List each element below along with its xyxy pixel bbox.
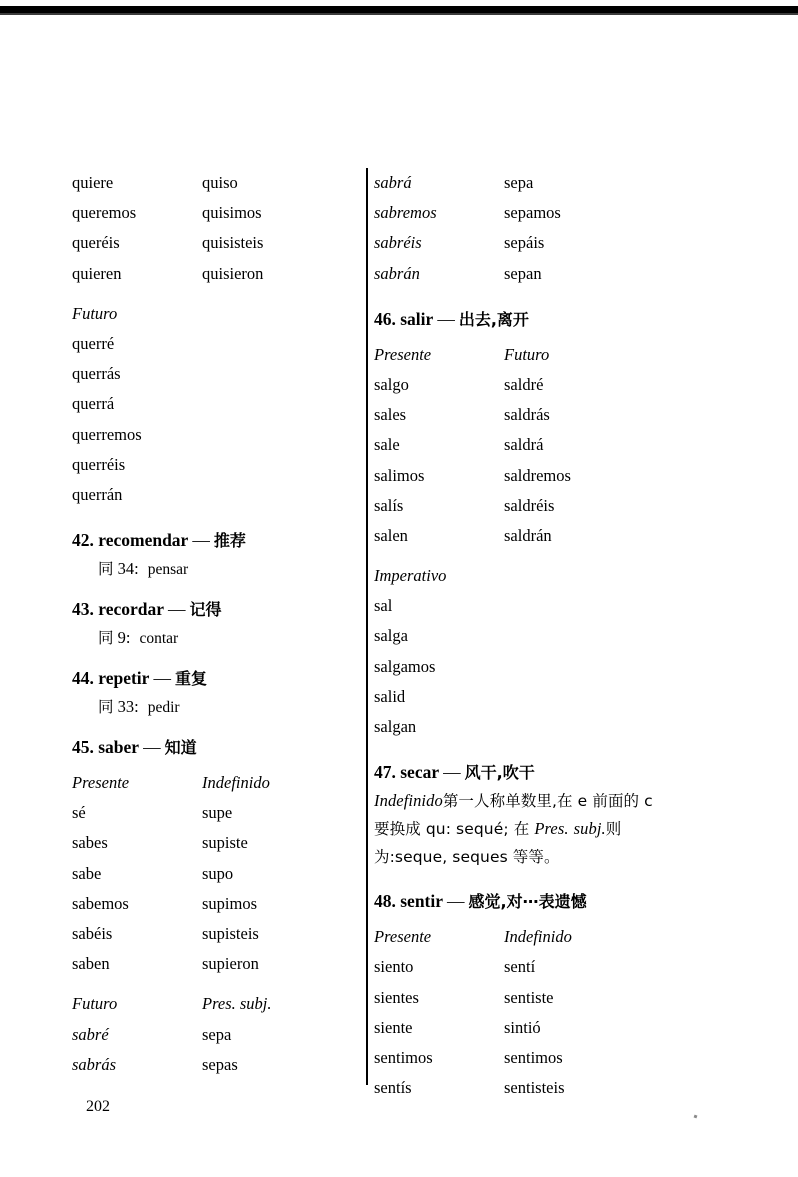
form-indefinido: supe: [202, 803, 233, 823]
form-presente: salgo: [374, 374, 409, 394]
form-presente: sientes: [374, 987, 419, 1007]
tense-label-presente: Presente: [72, 773, 130, 793]
conjugation-row: [72, 228, 362, 258]
xref-verb: pedir: [147, 699, 180, 717]
entry-dash: —: [168, 599, 186, 620]
right-column: [374, 168, 664, 1103]
conjugation-row: [72, 1020, 362, 1050]
form-indefinido: quiso: [202, 173, 238, 192]
tense-header-row: [72, 768, 362, 798]
form-futuro: saldrán: [504, 525, 552, 545]
entry-verb: recordar: [98, 599, 165, 620]
conjugation-row: [72, 859, 362, 889]
form-presente: sale: [374, 435, 400, 455]
form-futuro: saldréis: [504, 495, 555, 515]
form-indefinido: supimos: [202, 893, 258, 913]
entry-gloss: 推荐: [213, 531, 246, 551]
conjugation-row: [72, 198, 362, 228]
xref-number: 34:: [117, 559, 139, 579]
conjugation-row: [72, 329, 362, 359]
form-futuro: querré: [72, 333, 115, 353]
tense-label-indefinido: Indefinido: [504, 927, 572, 947]
sentir-presente-indefinido-table: [374, 922, 664, 1103]
form-presente: sentimos: [374, 1047, 433, 1067]
entry-verb: sentir: [400, 891, 444, 912]
conjugation-row: [72, 889, 362, 919]
xref-number: 9:: [117, 628, 131, 648]
tense-header-row: [374, 922, 664, 952]
form-futuro: saldré: [504, 374, 544, 394]
tense-header-row: [374, 561, 664, 591]
conjugation-row: [72, 828, 362, 858]
entry-gloss: 出去,离开: [458, 309, 529, 329]
note-text-line2: 面的 c 要换成 qu: sequé; 在: [374, 792, 653, 839]
entry-verb: secar: [400, 762, 440, 783]
entry-heading-salir: [374, 307, 664, 330]
form-presente: sabe: [72, 863, 102, 883]
xref-verb: pensar: [147, 561, 189, 579]
form-futuro: sabrá: [374, 173, 412, 192]
entry-number: 44.: [72, 668, 94, 689]
entry-dash: —: [437, 308, 455, 329]
form-pres-subj: sepáis: [504, 233, 545, 253]
entry-verb: repetir: [98, 668, 150, 689]
conjugation-row: [72, 168, 362, 198]
tense-label-futuro: Futuro: [72, 994, 118, 1014]
tense-header-row: [72, 989, 362, 1019]
conjugation-row: [374, 168, 664, 198]
entry-number: 47.: [374, 762, 396, 783]
conjugation-row: [374, 400, 664, 430]
note-text-line1: 第一人称单数里,在 e 前: [442, 792, 608, 811]
entry-number: 43.: [72, 599, 94, 620]
form-futuro: sabrás: [72, 1054, 117, 1074]
form-indefinido: quisimos: [202, 203, 262, 223]
form-presente: sabes: [72, 833, 108, 853]
left-column: [72, 168, 362, 1080]
form-indefinido: sentiste: [504, 987, 554, 1007]
entry-verb: recomendar: [98, 530, 189, 551]
form-indefinido: supiste: [202, 833, 248, 853]
conjugation-row: [72, 798, 362, 828]
entry-gloss: 风干,吹干: [464, 763, 535, 783]
form-presente: sentís: [374, 1078, 412, 1098]
conjugation-row: [374, 621, 664, 651]
form-presente: salen: [374, 525, 408, 545]
form-futuro: sabré: [72, 1024, 109, 1044]
entry-dash: —: [153, 668, 171, 689]
form-pres-subj: sepan: [504, 263, 542, 283]
entry-verb: saber: [98, 737, 140, 758]
conjugation-row: [72, 389, 362, 419]
form-pres-subj: sepa: [202, 1024, 232, 1044]
form-indefinido: supisteis: [202, 924, 259, 943]
entry-number: 48.: [374, 891, 396, 912]
column-divider-rule: [366, 168, 368, 1085]
form-futuro: querrá: [72, 394, 115, 414]
form-imperativo: salga: [374, 626, 408, 646]
note-tense-indefinido: Indefinido: [374, 791, 443, 811]
conjugation-row: [72, 359, 362, 389]
conjugation-row: [72, 450, 362, 480]
conjugation-row: [72, 1050, 362, 1080]
conjugation-row: [374, 983, 664, 1013]
salir-presente-futuro-table: [374, 340, 664, 551]
form-presente: quieren: [72, 263, 122, 283]
conjugation-row: [374, 682, 664, 712]
entry-heading-recordar: [72, 597, 362, 620]
form-futuro: querremos: [72, 424, 142, 444]
conjugation-row: [374, 228, 664, 258]
conjugation-row: [72, 949, 362, 979]
tense-label-indefinido: Indefinido: [202, 773, 270, 793]
entry-heading-saber: [72, 735, 362, 758]
querer-continued-table: [72, 168, 362, 289]
conjugation-row: [374, 430, 664, 460]
tense-label-imperativo: Imperativo: [374, 566, 447, 586]
conjugation-row: [374, 1013, 664, 1043]
form-futuro: saldremos: [504, 465, 571, 485]
entry-gloss: 知道: [164, 738, 197, 758]
entry-dash: —: [192, 530, 210, 551]
conjugation-row: [374, 952, 664, 982]
form-futuro: sabremos: [374, 203, 437, 223]
conjugation-row: [374, 591, 664, 621]
form-presente: sabemos: [72, 893, 129, 913]
conjugation-row: [374, 198, 664, 228]
form-futuro: querrán: [72, 484, 123, 504]
conjugation-row: [374, 652, 664, 682]
form-futuro: sabréis: [374, 233, 422, 253]
form-imperativo: salid: [374, 686, 406, 706]
note-tense-subj: subj.: [573, 819, 606, 839]
xref-tong-label: 同: [98, 560, 114, 579]
conjugation-row: [72, 919, 362, 949]
form-futuro: saldrá: [504, 435, 544, 455]
xref-tong-label: 同: [98, 698, 114, 717]
entry-verb: salir: [400, 308, 434, 329]
form-presente: sabéis: [72, 924, 113, 943]
form-indefinido: quisieron: [202, 263, 264, 283]
tense-label-presente: Presente: [374, 344, 432, 364]
entry-number: 42.: [72, 530, 94, 551]
form-indefinido: sentimos: [504, 1047, 563, 1067]
cross-reference-recordar: [98, 626, 362, 648]
tense-label-pres-subj: Pres. subj.: [202, 994, 272, 1014]
form-presente: siento: [374, 957, 414, 977]
form-futuro: querréis: [72, 454, 126, 474]
entry-gloss: 记得: [189, 600, 222, 620]
form-presente: queremos: [72, 203, 137, 223]
salir-imperativo-table: [374, 561, 664, 742]
form-presente: salimos: [374, 465, 425, 485]
tense-label-presente: Presente: [374, 927, 432, 947]
note-tense-pres: Pres.: [534, 819, 569, 839]
form-indefinido: supo: [202, 863, 234, 883]
entry-heading-recomendar: [72, 528, 362, 551]
form-pres-subj: sepas: [202, 1054, 238, 1074]
saber-futuro-subjunctive-table: [72, 989, 362, 1080]
form-futuro: querrás: [72, 364, 121, 384]
tense-label-futuro: Futuro: [72, 303, 118, 323]
entry-number: 46.: [374, 308, 396, 329]
xref-tong-label: 同: [98, 629, 114, 648]
conjugation-row: [72, 480, 362, 510]
entry-gloss: 重复: [174, 669, 207, 689]
entry-heading-sentir: [374, 889, 664, 912]
querer-futuro-table: [72, 299, 362, 510]
entry-dash: —: [443, 762, 461, 783]
saber-continued-table: [374, 168, 664, 289]
cross-reference-repetir: [98, 695, 362, 717]
form-futuro: sabrán: [374, 263, 420, 283]
form-presente: quiere: [72, 173, 114, 192]
tense-header-row: [72, 299, 362, 329]
conjugation-row: [374, 259, 664, 289]
conjugation-row: [374, 1073, 664, 1103]
conjugation-row: [374, 521, 664, 551]
form-presente: salís: [374, 495, 404, 515]
conjugation-row: [72, 420, 362, 450]
form-pres-subj: sepamos: [504, 203, 561, 223]
entry-gloss: 感觉,对⋯表遗憾: [468, 892, 587, 912]
form-indefinido: sentí: [504, 957, 536, 977]
form-presente: sé: [72, 803, 86, 823]
form-imperativo: salgan: [374, 717, 417, 736]
entry-heading-secar: [374, 760, 664, 783]
form-pres-subj: sepa: [504, 173, 534, 192]
page-number: 202: [86, 1098, 110, 1115]
conjugation-row: [374, 491, 664, 521]
form-presente: queréis: [72, 233, 120, 253]
form-presente: sales: [374, 405, 407, 425]
form-imperativo: salgamos: [374, 656, 436, 676]
conjugation-row: [72, 259, 362, 289]
conjugation-row: [374, 1043, 664, 1073]
entry-number: 45.: [72, 737, 94, 758]
conjugation-row: [374, 370, 664, 400]
saber-presente-indefinido-table: [72, 768, 362, 979]
two-column-text-body: [72, 168, 726, 1098]
entry-dash: —: [447, 891, 465, 912]
conjugation-row: [374, 712, 664, 742]
form-presente: saben: [72, 954, 110, 974]
form-indefinido: quisisteis: [202, 233, 264, 253]
form-indefinido: sentisteis: [504, 1078, 565, 1098]
tense-label-futuro: Futuro: [504, 344, 550, 364]
xref-number: 33:: [117, 697, 139, 717]
note-text-line3: 则为:seque, seques 等等。: [374, 820, 622, 867]
entry-heading-repetir: [72, 666, 362, 689]
tense-header-row: [374, 340, 664, 370]
cross-reference-recomendar: [98, 557, 362, 579]
form-futuro: saldrás: [504, 405, 550, 425]
entry-dash: —: [143, 737, 161, 758]
xref-verb: contar: [139, 630, 179, 648]
form-indefinido: sintió: [504, 1017, 541, 1037]
scan-speck: [694, 1115, 698, 1119]
form-imperativo: sal: [374, 596, 393, 616]
form-presente: siente: [374, 1017, 413, 1037]
conjugation-row: [374, 461, 664, 491]
secar-usage-note: [374, 787, 664, 871]
form-indefinido: supieron: [202, 954, 259, 974]
